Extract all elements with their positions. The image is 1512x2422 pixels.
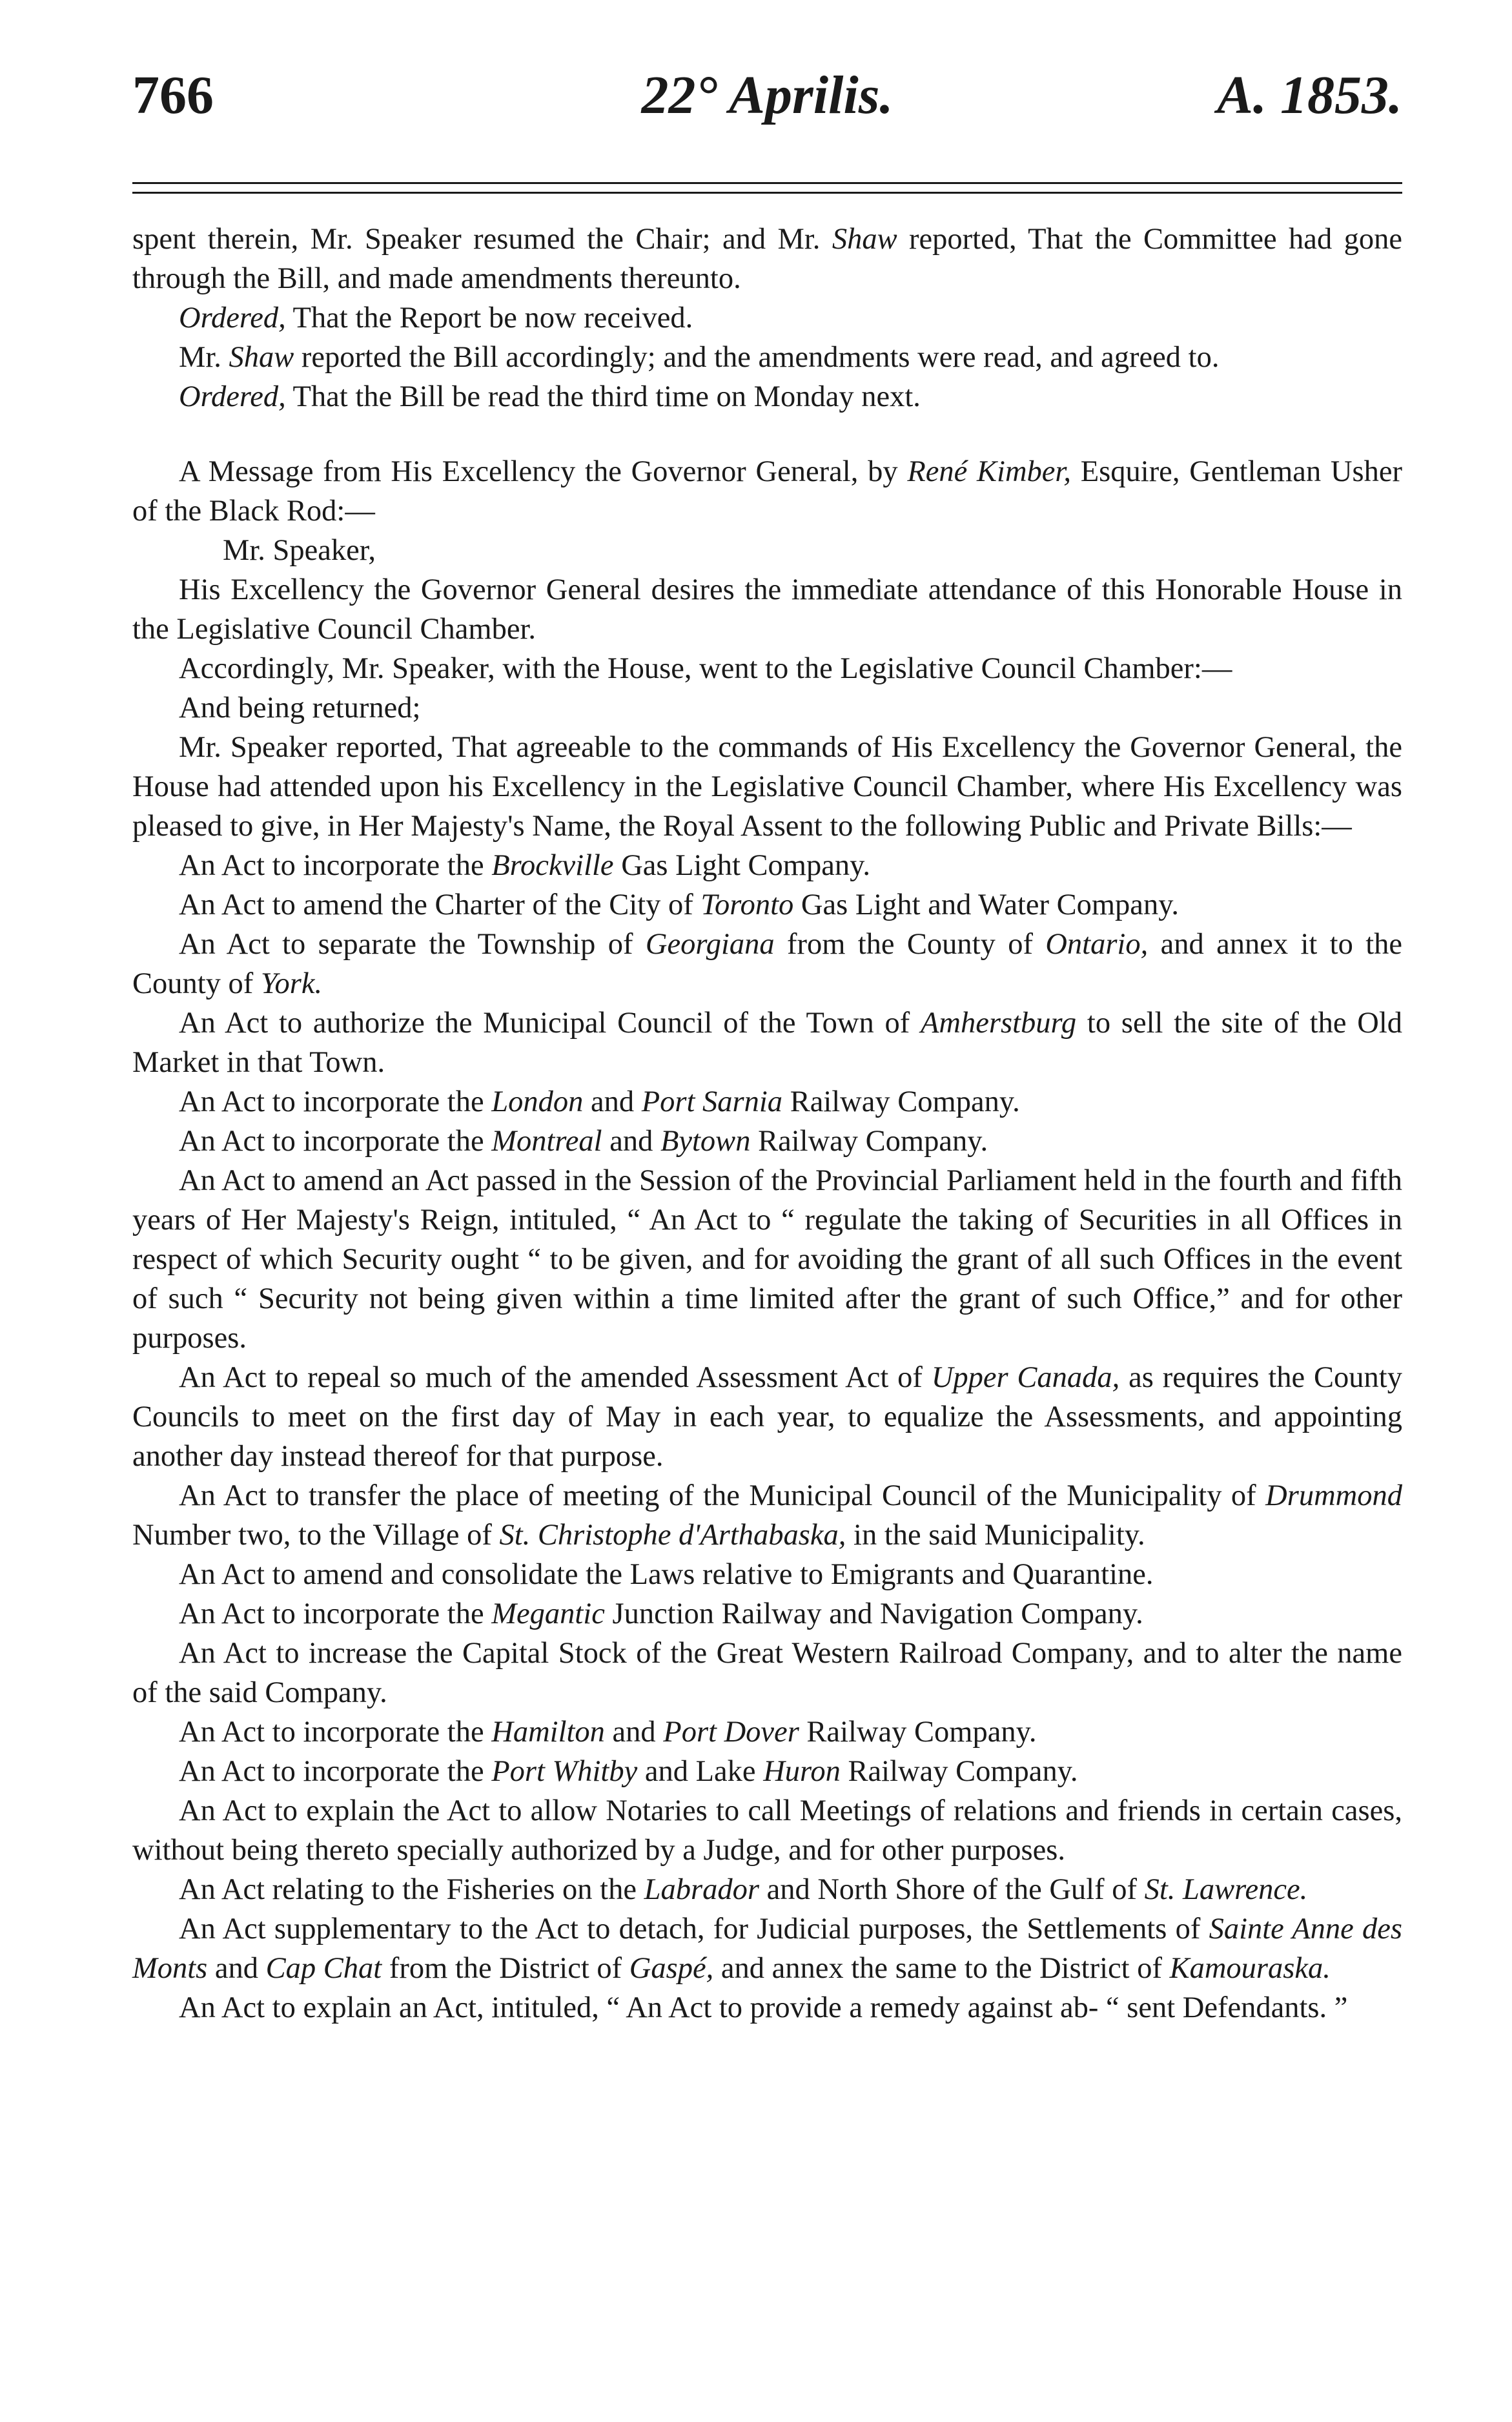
body-paragraph: An Act to amend an Act passed in the Session of the Provincial Parliament held in the fourth and fifth years of Her Majesty's Reign, intituled, “ An Act to “ regulate the taking of Securities in all Offices in respect of which Security ought “ to be given, and for avoiding the grant of all such Offices in the event of such “ Security not being given within a time limited after the grant of such Office,” and for other purposes. (132, 1164, 1402, 1355)
body-paragraph: Mr. Shaw reported the Bill accordingly; and the amendments were read, and agreed to. (179, 341, 1220, 374)
body-paragraph: An Act relating to the Fisheries on the Labrador and North Shore of the Gulf of St. Lawrence. (179, 1873, 1308, 1906)
running-header (132, 50, 1402, 141)
body-paragraph: spent therein, Mr. Speaker resumed the Chair; and Mr. Shaw reported, That the Committee had gone through the Bill, and made amendments thereunto. (132, 223, 1402, 295)
journal-body-text (132, 220, 1402, 2027)
header-year: A. 1853. (1216, 65, 1402, 125)
body-paragraph: A Message from His Excellency the Governor General, by René Kimber, Esquire, Gentleman Usher of the Black Rod:— (132, 455, 1403, 528)
body-paragraph: An Act supplementary to the Act to detach, for Judicial purposes, the Settlements of Sainte Anne des Monts and Cap Chat from the District of Gaspé, and annex the same to the District of Kamouraska. (132, 1913, 1402, 1985)
body-paragraph: An Act to explain the Act to allow Notaries to call Meetings of relations and friends in certain cases, without being thereto specially authorized by a Judge, and for other purposes. (132, 1794, 1402, 1867)
body-paragraph: An Act to transfer the place of meeting of the Municipal Council of the Municipality of Drummond Number two, to the Village of St. Christophe d'Arthabaska, in the said Municipality. (132, 1479, 1402, 1552)
body-paragraph: An Act to incorporate the Brockville Gas Light Company. (179, 849, 870, 882)
header-rule-top (132, 182, 1402, 184)
body-paragraph: Mr. Speaker reported, That agreeable to the commands of His Excellency the Governor General, the House had attended upon his Excellency in the Legislative Council Chamber, where His Excellency was pleased to give, in Her Majesty's Name, the Royal Assent to the following Public and Private Bills:— (132, 731, 1402, 843)
body-paragraph: Ordered, That the Bill be read the third time on Monday next. (179, 380, 921, 413)
body-paragraph: An Act to amend and consolidate the Laws relative to Emigrants and Quarantine. (179, 1558, 1154, 1591)
body-paragraph: His Excellency the Governor General desires the immediate attendance of this Honorable House in the Legislative Council Chamber. (132, 573, 1402, 646)
body-paragraph: An Act to incorporate the Montreal and Bytown Railway Company. (179, 1125, 988, 1158)
body-paragraph: Accordingly, Mr. Speaker, with the House, went to the Legislative Council Chamber:— (179, 652, 1232, 685)
body-paragraph: An Act to separate the Township of Georgiana from the County of Ontario, and annex it to the County of York. (132, 928, 1403, 1000)
body-paragraph: An Act to explain an Act, intituled, “ An Act to provide a remedy against ab- “ sent Defendants. ” (179, 1991, 1348, 2024)
body-paragraph: And being returned; (179, 692, 421, 724)
body-paragraph: An Act to incorporate the Port Whitby and Lake Huron Railway Company. (179, 1755, 1078, 1788)
header-date: 22° Aprilis. (641, 65, 894, 125)
body-paragraph: Mr. Speaker, (223, 534, 376, 567)
body-paragraph: An Act to amend the Charter of the City of Toronto Gas Light and Water Company. (179, 888, 1180, 921)
page-number: 766 (132, 65, 214, 125)
body-paragraph: An Act to incorporate the Hamilton and Port Dover Railway Company. (179, 1716, 1037, 1749)
body-paragraph: An Act to repeal so much of the amended Assessment Act of Upper Canada, as requires the County Councils to meet on the first day of May in each year, to equalize the Assessments, and appointing another day instead thereof for that purpose. (132, 1361, 1402, 1473)
body-paragraph: An Act to increase the Capital Stock of the Great Western Railroad Company, and to alter the name of the said Company. (132, 1637, 1402, 1709)
body-paragraph: An Act to authorize the Municipal Council of the Town of Amherstburg to sell the site of the Old Market in that Town. (132, 1007, 1403, 1079)
body-paragraph: Ordered, That the Report be now received. (179, 302, 693, 334)
header-rule-bottom (132, 192, 1402, 194)
body-paragraph: An Act to incorporate the London and Port Sarnia Railway Company. (179, 1085, 1020, 1118)
body-paragraph: An Act to incorporate the Megantic Junction Railway and Navigation Company. (179, 1597, 1143, 1630)
